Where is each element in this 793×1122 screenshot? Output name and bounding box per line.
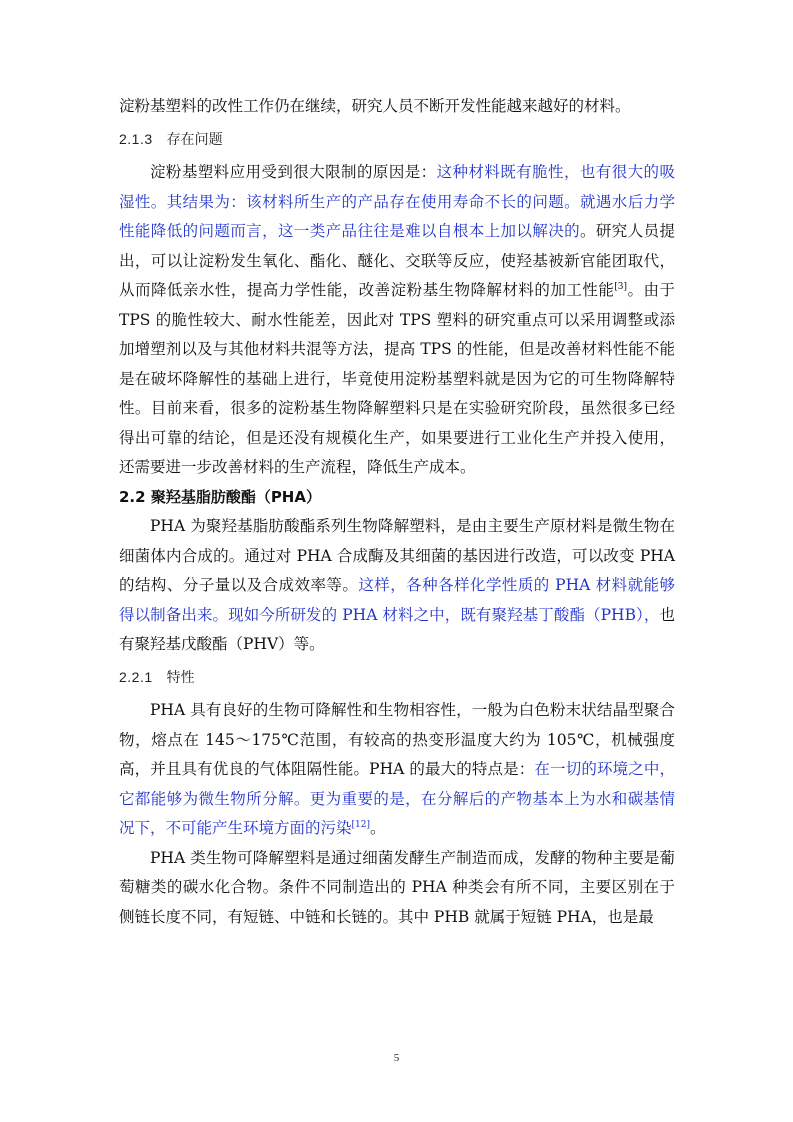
highlighted-text: 这种材料既有脆性，也有很大的吸湿性。其结果为：该材料所生产的产品存在使用寿命不长的问题。就遇水后力学性能降低的问题而言，这一类产品往往是难以自根本上加以解决的 — [119, 163, 675, 240]
citation-ref: [3] — [614, 281, 628, 292]
section-heading-2-2 — [119, 483, 675, 513]
section-number: 2.2 — [119, 487, 146, 506]
paragraph-pha — [119, 512, 675, 660]
section-heading-2-2-1 — [119, 663, 675, 694]
highlighted-text: 在一切的环境之中，它都能够为微生物所分解。更为重要的是，在分解后的产物基本上为水和碳基情况下，不可能产生环境方面的污染 — [119, 760, 675, 837]
body-text — [119, 92, 675, 932]
section-title: 聚羟基脂肪酸酯（PHA） — [150, 487, 321, 506]
paragraph-fermentation: PHA 类生物可降解塑料是通过细菌发酵生产制造而成，发酵的物种主要是葡萄糖类的碳水化合物。条件不同制造出的 PHA 种类会有所不同，主要区别在于侧链长度不同，有短链、中链和长链的。其中 PHB 就属于短链 PHA，也是最 — [119, 848, 675, 926]
page-number: 5 — [393, 1052, 400, 1064]
text-run: 。由于 TPS 的脆性较大、耐水性能差，因此对 TPS 塑料的研究重点可以采用调整或添加增塑剂以及与其他材料共混等方法，提高 TPS 的性能，但是改善材料性能不能是在破坏降解性的基础上进行，毕竟使用淀粉基塑料就是因为它的可生物降解特性。目前来看，很多的淀粉基生物降解塑料只是在实验研究阶段，虽然很多已经得出可靠的结论，但是还没有规模化生产，如果要进行工业化生产并投入使用，还需要进一步改善材料的生产流程，降低生产成本。 — [119, 281, 675, 476]
paragraph-properties — [119, 696, 675, 844]
highlighted-text: 这样，各种各样化学性质的 PHA 材料就能够得以制备出来。现如今所研发的 PHA 材料之中，既有聚羟基丁酸酯（PHB）， — [119, 576, 675, 624]
paragraph-intro: 淀粉基塑料的改性工作仍在继续，研究人员不断开发性能越来越好的材料。 — [119, 97, 631, 115]
text-run: PHA 具有良好的生物可降解性和生物相容性，一般为白色粉末状结晶型聚合物，熔点在 145～175℃范围，有较高的热变形温度大约为 105℃，机械强度高，并且具有优良的气体阻隔性能。PHA 的最大的特点是： — [119, 701, 675, 778]
text-run: 。研究人员提出，可以让淀粉发生氧化、酯化、醚化、交联等反应，使羟基被新官能团取代，从而降低亲水性，提高力学性能，改善淀粉基生物降解材料的加工性能 — [119, 222, 675, 299]
section-heading-2-1-3 — [119, 125, 675, 156]
section-number: 2.1.3 — [119, 130, 153, 147]
text-run: 。 — [370, 819, 386, 837]
paragraph-problems — [119, 158, 675, 483]
text-run: 淀粉基塑料应用受到很大限制的原因是： — [150, 163, 437, 181]
citation-ref: [12] — [351, 819, 370, 830]
section-number: 2.2.1 — [119, 668, 153, 685]
text-run: PHA 为聚羟基脂肪酸酯系列生物降解塑料，是由主要生产原材料是微生物在细菌体内合成的。通过对 PHA 合成酶及其细菌的基因进行改造，可以改变 PHA 的结构、分子量以及合成效率等。 — [119, 517, 675, 594]
section-title: 特性 — [166, 669, 195, 686]
section-title: 存在问题 — [166, 131, 223, 148]
text-run: 也有聚羟基戊酸酯（PHV）等。 — [119, 605, 675, 653]
